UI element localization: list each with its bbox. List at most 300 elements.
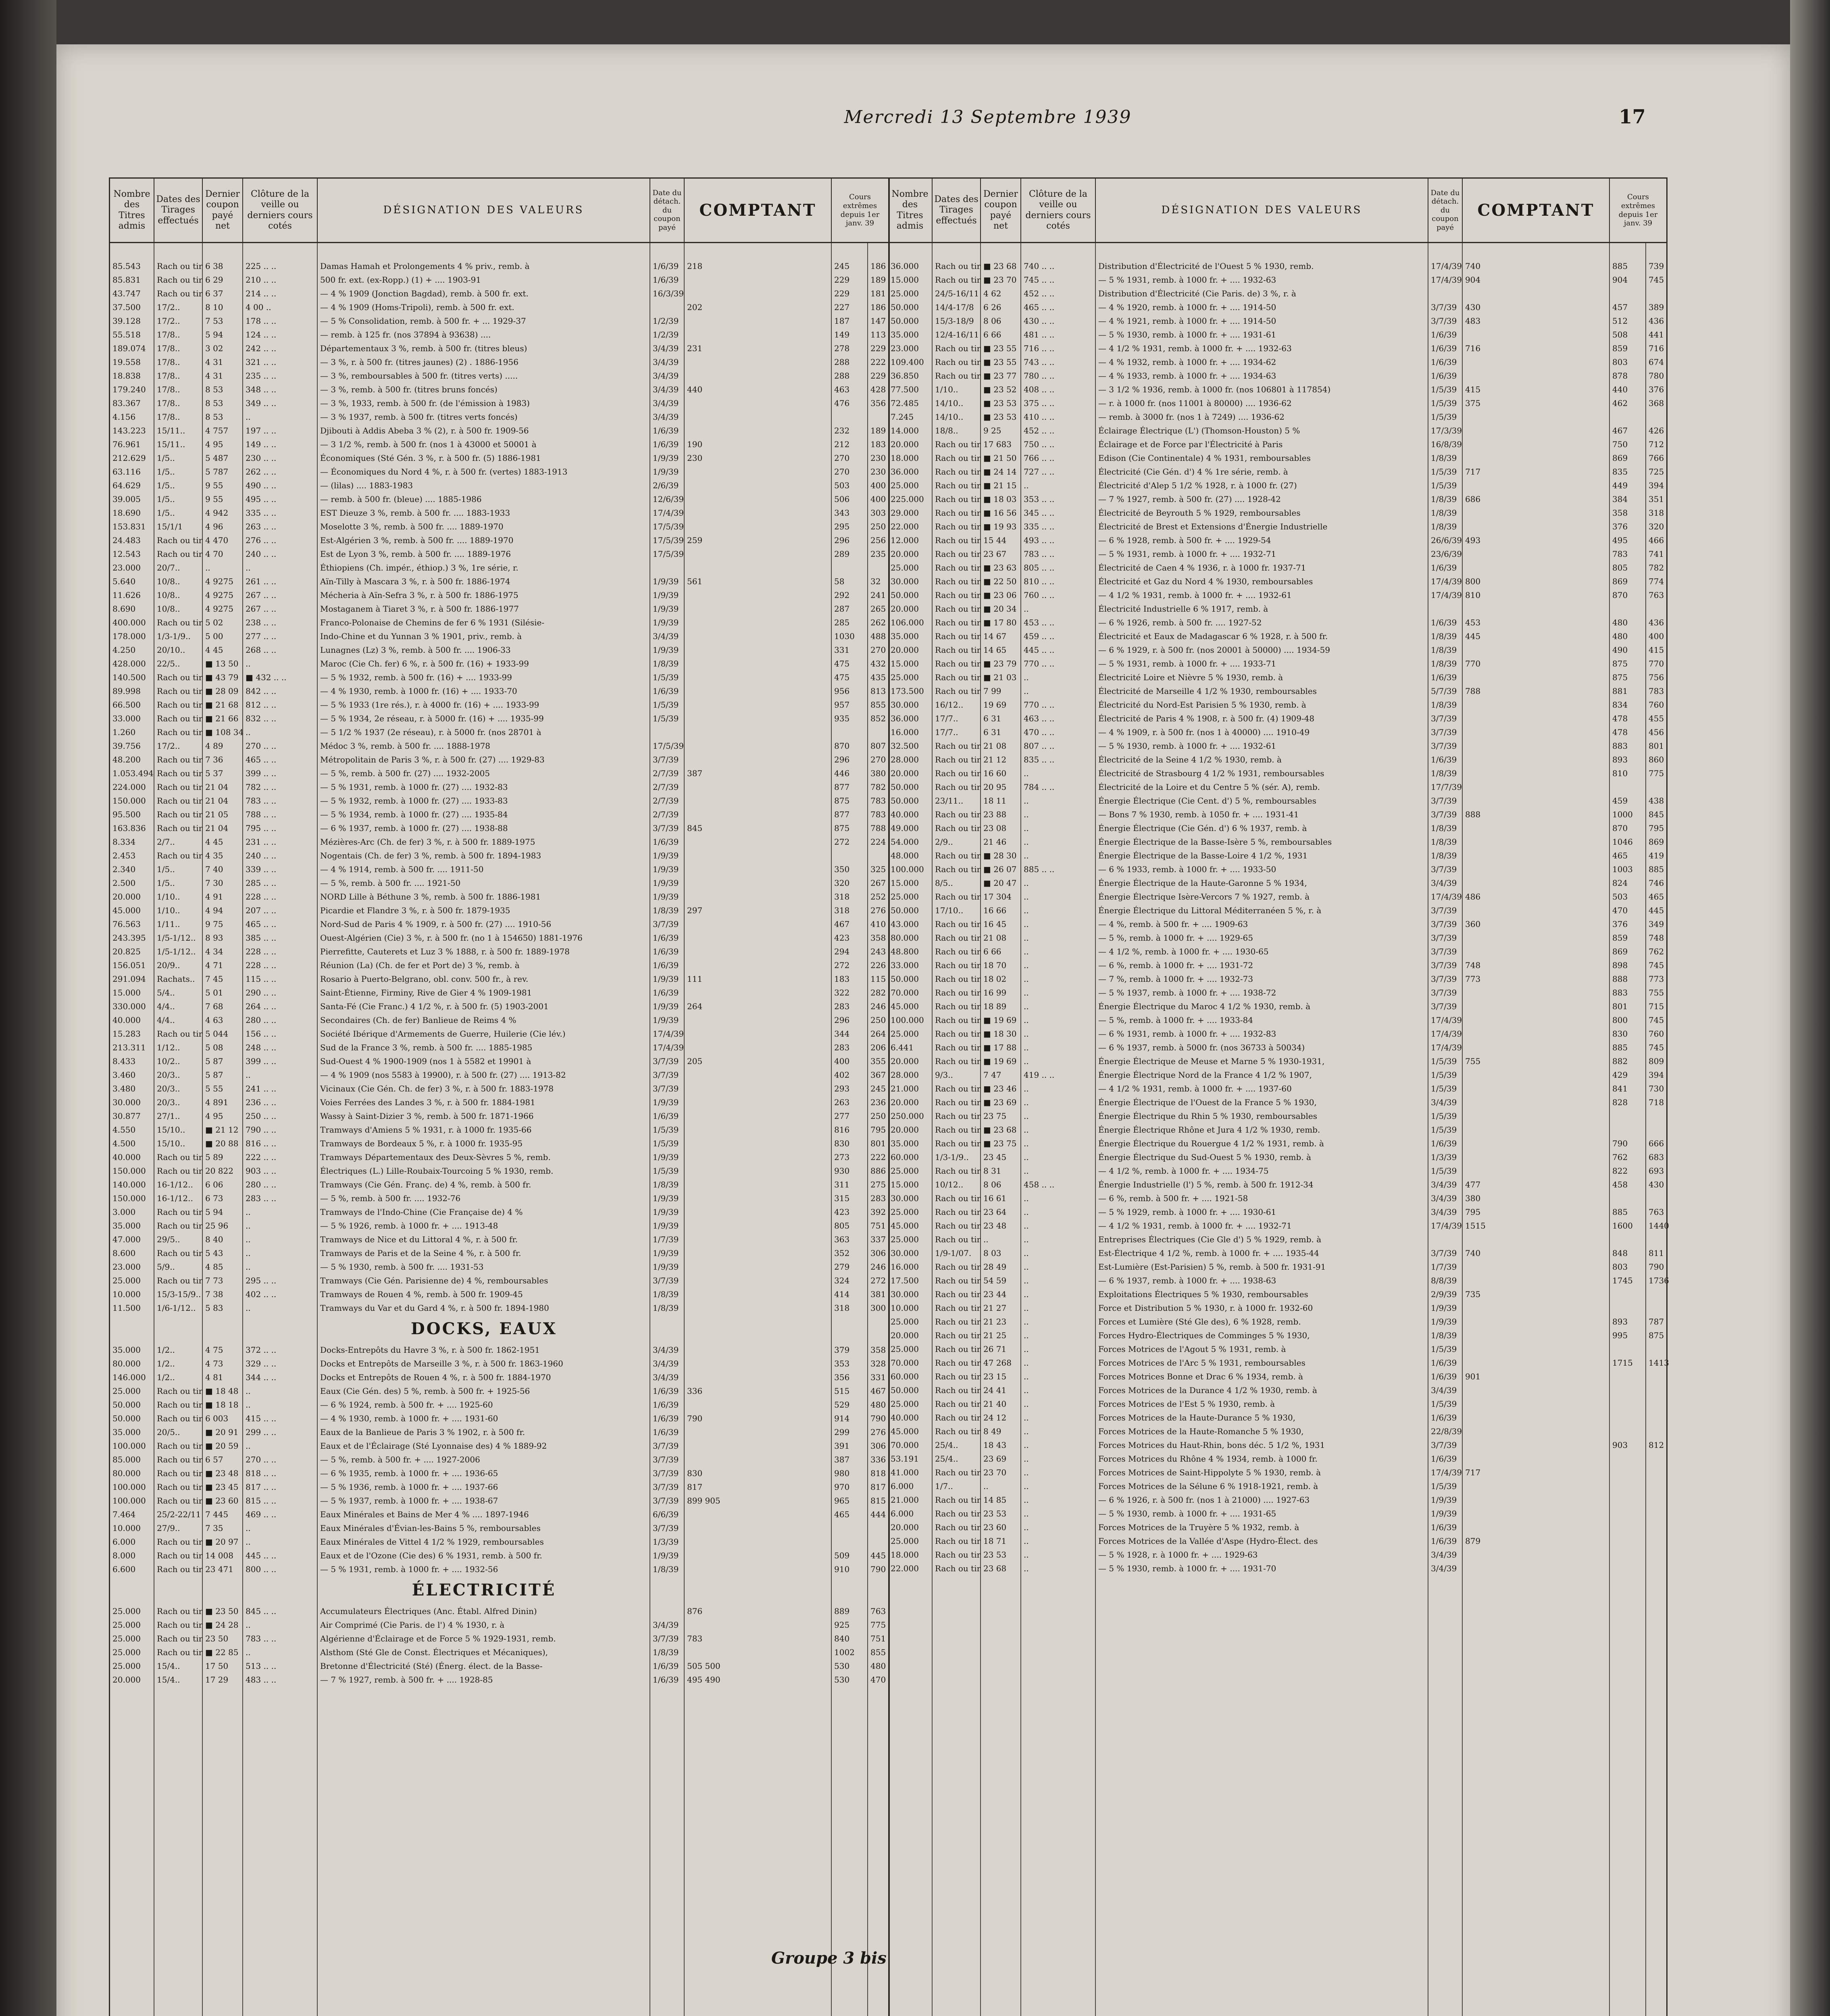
table-row — [888, 1205, 1666, 1219]
closing-price: 885 .. .. — [1024, 864, 1055, 874]
detach-date: 3/7/39 — [653, 1634, 679, 1643]
titres-count: 35.000 — [112, 1427, 141, 1437]
table-row — [110, 1466, 888, 1480]
security-name: Exploitations Électriques 5 % 1930, remboursables — [1098, 1289, 1308, 1299]
comptant-price — [685, 684, 832, 698]
low-price: 818 — [870, 1468, 886, 1478]
security-name: — 5 % 1931, remb. à 1000 fr. (27) .... 1932-83 — [320, 782, 508, 792]
high-price: 270 — [834, 453, 850, 463]
titres-count: 50.000 — [112, 1414, 141, 1423]
detach-date: 3/7/39 — [653, 1523, 679, 1533]
closing-price: .. — [1024, 988, 1029, 998]
security-name: Éclairage et de Force par l'Électricité à Paris — [1098, 439, 1283, 449]
closing-price: 818 .. .. — [246, 1468, 277, 1478]
coupon-value: 4 71 — [205, 960, 223, 970]
tirage-date: Rach ou tir — [935, 851, 981, 860]
titres-count: 77.500 — [891, 385, 919, 394]
titres-count: 39.128 — [112, 316, 141, 326]
closing-price: 228 .. .. — [246, 960, 277, 970]
low-price: 766 — [1649, 453, 1664, 463]
high-price: 350 — [834, 864, 850, 874]
titres-count: 18.690 — [112, 508, 141, 518]
table-row — [110, 355, 888, 369]
comptant-price: 830 — [687, 1468, 703, 1478]
tirage-date: 17/8.. — [157, 398, 180, 408]
high-price: 58 — [834, 577, 845, 586]
security-name: Mostaganem à Tiaret 3 %, r. à 500 fr. 1886-1977 — [320, 604, 519, 614]
security-name: Est-Algérien 3 %, remb. à 500 fr. .... 1889-1970 — [320, 535, 514, 545]
comptant-price — [685, 561, 832, 575]
low-price: 741 — [1649, 549, 1664, 559]
coupon-value: 4 942 — [205, 508, 229, 518]
closing-price: .. — [246, 563, 251, 573]
coupon-value: 4 34 — [205, 947, 223, 956]
comptant-price — [685, 780, 832, 794]
closing-price: .. — [246, 1221, 251, 1231]
titres-count: 23.000 — [112, 1262, 141, 1272]
titres-count: 15.000 — [891, 878, 919, 888]
security-name: — 5 % 1930, remb. à 1000 fr. + .... 1932-61 — [1098, 741, 1276, 751]
comptant-price: 218 — [687, 261, 703, 271]
security-name: Damas Hamah et Prolongements 4 % priv., remb. à — [320, 261, 530, 271]
security-name: — 5 %, remb. à 500 fr. .... 1932-76 — [320, 1193, 461, 1203]
low-price — [868, 1521, 888, 1535]
low-price: 813 — [870, 686, 886, 696]
coupon-value: 23 70 — [983, 1468, 1007, 1477]
detach-date: 17/4/39 — [1431, 577, 1462, 586]
coupon-value: 24 12 — [983, 1413, 1007, 1422]
detach-date: 3/7/39 — [653, 919, 679, 929]
closing-price: 815 .. .. — [246, 1496, 277, 1506]
closing-price: 816 .. .. — [246, 1139, 277, 1148]
high-price: 287 — [834, 604, 850, 614]
closing-price: .. — [246, 727, 251, 737]
high-price: 889 — [834, 1606, 850, 1616]
titres-count: 23.000 — [891, 344, 919, 353]
security-name: — 5 % 1931, remb. à 1000 fr. + .... 1932-71 — [1098, 549, 1276, 559]
tirage-date: Rach ou tir — [157, 673, 203, 682]
titres-count: 250.000 — [891, 1111, 924, 1121]
tirage-date: 12/4-16/11 — [935, 330, 979, 339]
security-name: Médoc 3 %, remb. à 500 fr. .... 1888-1978 — [320, 741, 491, 751]
low-price: 252 — [870, 892, 886, 902]
security-name: — 3 %, remb. à 500 fr. (titres bruns foncés) — [320, 385, 498, 394]
table-row — [110, 698, 888, 712]
closing-price: 410 .. .. — [1024, 412, 1055, 422]
low-price — [1646, 780, 1666, 794]
security-name: Bretonne d'Électricité (Sté) (Énerg. élect. de la Basse- — [320, 1661, 543, 1671]
coupon-value: 5 83 — [205, 1303, 223, 1313]
tirage-date: Rach ou tir — [935, 1399, 981, 1409]
coupon-value: 7 73 — [205, 1276, 223, 1285]
low-price: 331 — [870, 1372, 886, 1382]
coupon-value: 7 38 — [205, 1289, 223, 1299]
closing-price: .. — [1024, 974, 1029, 984]
coupon-value: ■ 23 75 — [983, 1139, 1017, 1148]
table-row — [888, 437, 1666, 451]
table-row — [888, 369, 1666, 383]
tirage-date: Rach ou tir — [935, 645, 981, 655]
security-name: Saint-Étienne, Firminy, Rive de Gier 4 % 1909-1981 — [320, 988, 532, 998]
table-row — [110, 479, 888, 492]
coupon-value: .. — [205, 563, 210, 573]
table-row — [110, 520, 888, 533]
table-row — [888, 753, 1666, 766]
coupon-value: ■ 19 69 — [983, 1056, 1017, 1066]
coupon-value: ■ 20 91 — [205, 1427, 239, 1437]
coupon-value: 4 62 — [983, 289, 1001, 298]
low-price: 445 — [870, 1551, 886, 1560]
comptant-price: 901 — [1465, 1372, 1481, 1381]
col-designation: DÉSIGNATION DES VALEURS — [318, 179, 650, 243]
low-price — [1646, 1562, 1666, 1575]
table-row — [110, 1549, 888, 1562]
comptant-price: 360 — [1465, 919, 1481, 929]
table-row — [110, 1370, 888, 1384]
high-price: 476 — [834, 398, 850, 408]
closing-price: 250 .. .. — [246, 1111, 277, 1121]
low-price — [1646, 1287, 1666, 1301]
titres-count: 28.000 — [891, 1070, 919, 1080]
comptant-price — [1463, 780, 1610, 794]
titres-count: 45.000 — [891, 1221, 919, 1231]
tirage-date: Rach ou tir — [935, 1427, 981, 1436]
tirage-date: Rach ou tir — [935, 988, 981, 998]
low-price: 860 — [1649, 755, 1664, 764]
low-price: 745 — [1649, 1043, 1664, 1052]
detach-date: 3/7/39 — [1431, 974, 1457, 984]
high-price: 515 — [834, 1386, 850, 1396]
closing-price: 452 .. .. — [1024, 289, 1055, 298]
table-row — [888, 1027, 1666, 1041]
detach-date: 3/7/39 — [1431, 947, 1457, 956]
table-row — [888, 1397, 1666, 1411]
low-price: 351 — [1649, 494, 1664, 504]
comptant-price — [1463, 328, 1610, 342]
detach-date: 3/7/39 — [1431, 1440, 1457, 1450]
tirage-date: Rach ou tir — [935, 659, 981, 669]
titres-count: 48.800 — [891, 947, 919, 956]
high-price: 529 — [834, 1400, 850, 1410]
security-name: — 5 % 1934, remb. à 1000 fr. (27) .... 1935-84 — [320, 810, 508, 819]
closing-price: .. — [1024, 1248, 1029, 1258]
closing-price: .. — [1024, 1550, 1029, 1560]
table-row — [888, 1178, 1666, 1191]
tirage-date: Rach ou tir — [157, 1482, 203, 1492]
detach-date: 17/4/39 — [1431, 275, 1462, 285]
titres-count: 32.500 — [891, 741, 919, 751]
high-price: 503 — [1612, 892, 1628, 902]
low-price: 306 — [870, 1441, 886, 1451]
high-price: 925 — [834, 1620, 850, 1630]
coupon-value: 18 89 — [983, 1002, 1007, 1011]
high-price — [832, 561, 868, 575]
comptant-price — [685, 1357, 832, 1370]
table-row — [888, 876, 1666, 890]
security-name: Docks et Entrepôts de Rouen 4 %, r. à 500 fr. 1884-1970 — [320, 1372, 551, 1382]
closing-price: 280 .. .. — [246, 1015, 277, 1025]
coupon-value: 6 31 — [983, 727, 1001, 737]
comptant-price: 755 — [1465, 1056, 1481, 1066]
high-price: 875 — [834, 796, 850, 806]
high-price: 877 — [834, 810, 850, 819]
security-name: Forces Motrices de la Durance 4 1/2 % 1930, remb. à — [1098, 1385, 1317, 1395]
table-row — [110, 300, 888, 314]
high-price — [1610, 1520, 1646, 1534]
tirage-date: 10/8.. — [157, 604, 180, 614]
security-name: — 6 % 1929, r. à 500 fr. (nos 20001 à 50000) .... 1934-59 — [1098, 645, 1330, 655]
table-row — [888, 986, 1666, 1000]
security-name: Électricité de Marseille 4 1/2 % 1930, remboursables — [1098, 686, 1317, 696]
coupon-value: 8 06 — [983, 316, 1001, 326]
detach-date: 1/2/39 — [653, 316, 679, 326]
detach-date: 1/9/39 — [1431, 1509, 1457, 1518]
titres-count: 48.000 — [891, 851, 919, 860]
low-price — [1646, 410, 1666, 424]
low-price: 358 — [870, 1345, 886, 1355]
tirage-date: 1/5-1/12.. — [157, 933, 196, 943]
high-price: 245 — [834, 261, 850, 271]
closing-price: .. — [1024, 1043, 1029, 1052]
security-name: — 4 % 1921, remb. à 1000 fr. + .... 1914-50 — [1098, 316, 1276, 326]
tirage-date: Rach ou tir — [935, 604, 981, 614]
closing-price: 760 .. .. — [1024, 590, 1055, 600]
section-heading: DOCKS, EAUX — [411, 1319, 557, 1338]
security-name: — 5 % 1928, r. à 1000 fr. + .... 1929-63 — [1098, 1550, 1258, 1560]
high-price: 1002 — [834, 1647, 855, 1657]
security-name: — 5 %, remb. à 1000 fr. + .... 1933-84 — [1098, 1015, 1253, 1025]
coupon-value: 47 268 — [983, 1358, 1012, 1368]
detach-date: 1/6/39 — [653, 1675, 679, 1685]
high-price: 449 — [1612, 481, 1628, 490]
titres-count: 11.500 — [112, 1303, 141, 1313]
coupon-value: 23 471 — [205, 1564, 233, 1574]
detach-date: 1/8/39 — [653, 659, 679, 669]
comptant-price — [1463, 671, 1610, 684]
security-name: — 5 % 1930, remb. à 1000 fr. + .... 1931-70 — [1098, 1564, 1276, 1573]
table-row — [110, 1645, 888, 1659]
titres-count: 291.094 — [112, 974, 146, 984]
coupon-value: 7 45 — [205, 974, 223, 984]
tirage-date: Rach ou tir — [935, 481, 981, 490]
security-name: Rosario à Puerto-Belgrano, obl. conv. 500 fr., à rev. — [320, 974, 529, 984]
titres-count: 89.998 — [112, 686, 141, 696]
titres-count: 22.000 — [891, 1564, 919, 1573]
security-name: Forces Motrices de la Haute-Durance 5 % 1930, — [1098, 1413, 1296, 1422]
comptant-price — [685, 1521, 832, 1535]
tirage-date: Rach ou tir — [935, 508, 981, 518]
comptant-price: 430 — [1465, 302, 1481, 312]
detach-date: 1/6/39 — [1431, 344, 1457, 353]
closing-price: .. — [1024, 686, 1029, 696]
low-price: 270 — [870, 645, 886, 655]
security-name: Distribution d'Électricité (Cie Paris. de) 3 %, r. à — [1098, 289, 1296, 298]
detach-date: 1/6/39 — [653, 1661, 679, 1671]
security-name: Énergie Électrique Nord de la France 4 1/2 % 1907, — [1098, 1070, 1312, 1080]
low-price: 415 — [1649, 645, 1664, 655]
closing-price: 230 .. .. — [246, 453, 277, 463]
high-price: 423 — [834, 1207, 850, 1217]
detach-date: 1/8/39 — [1431, 453, 1457, 463]
titres-count: 45.000 — [891, 1427, 919, 1436]
coupon-value: ■ 16 56 — [983, 508, 1017, 518]
quotation-table — [109, 177, 1668, 2016]
titres-count: 1.260 — [112, 727, 136, 737]
detach-date: 17/5/39 — [653, 549, 684, 559]
tirage-date: Rach ou tir — [935, 1221, 981, 1231]
comptant-price — [685, 1137, 832, 1150]
high-price: 315 — [834, 1193, 850, 1203]
high-price: 878 — [1612, 371, 1628, 381]
coupon-value: ■ 43 79 — [205, 673, 239, 682]
comptant-price — [685, 1013, 832, 1027]
comptant-price — [685, 1123, 832, 1137]
comptant-price — [685, 753, 832, 766]
security-name: Eaux et de l'Ozone (Cie des) 6 % 1931, remb. à 500 fr. — [320, 1551, 542, 1560]
titres-count: 6.000 — [891, 1509, 914, 1518]
comptant-price — [1463, 1164, 1610, 1178]
low-price: 441 — [1649, 330, 1664, 339]
security-name: Tramways (Cie Gén. Parisienne de) 4 %, remboursables — [320, 1276, 548, 1285]
tirage-date: 1/3-1/9.. — [935, 1152, 969, 1162]
low-price: 783 — [870, 796, 886, 806]
high-price — [1610, 1479, 1646, 1493]
tirage-date: 1/5.. — [157, 864, 175, 874]
comptant-price — [1463, 602, 1610, 616]
coupon-value: 23 45 — [983, 1152, 1007, 1162]
titres-count: 100.000 — [891, 864, 924, 874]
security-name: Éthiopiens (Ch. impér., éthiop.) 3 %, 1re série, r. — [320, 563, 518, 573]
coupon-value: 21 04 — [205, 796, 229, 806]
comptant-price — [685, 1287, 832, 1301]
tirage-date: 16-1/12.. — [157, 1180, 193, 1189]
tirage-date: Rach ou tir — [935, 1550, 981, 1560]
tirage-date: Rach ou tir — [935, 741, 981, 751]
closing-price: .. — [1024, 1440, 1029, 1450]
comptant-price — [1463, 1562, 1610, 1575]
titres-count: 100.000 — [112, 1482, 146, 1492]
closing-price: 495 .. .. — [246, 494, 277, 504]
tirage-date: Rach ou tir — [935, 1385, 981, 1395]
closing-price: .. — [1024, 1166, 1029, 1176]
tirage-date: Rach ou tir — [935, 919, 981, 929]
comptant-price — [685, 369, 832, 383]
comptant-price — [1463, 547, 1610, 561]
closing-price: 124 .. .. — [246, 330, 277, 339]
comptant-price — [1463, 1109, 1610, 1123]
low-price: 783 — [1649, 686, 1664, 696]
titres-count: 50.000 — [891, 590, 919, 600]
security-name: Eaux Minérales d'Évian-les-Bains 5 %, remboursables — [320, 1523, 541, 1533]
table-row — [110, 1178, 888, 1191]
table-row — [888, 561, 1666, 575]
security-name: Nogentais (Ch. de fer) 3 %, remb. à 500 fr. 1894-1983 — [320, 851, 541, 860]
high-price: 830 — [834, 1139, 850, 1148]
table-row — [110, 1453, 888, 1466]
coupon-value: ■ 18 18 — [205, 1400, 239, 1410]
high-price: 828 — [1612, 1098, 1628, 1107]
coupon-value: 6 66 — [983, 947, 1001, 956]
high-price — [1610, 1425, 1646, 1438]
coupon-value: 54 59 — [983, 1276, 1007, 1285]
tirage-date: 20/3.. — [157, 1070, 180, 1080]
table-row — [110, 849, 888, 862]
high-price: 285 — [834, 618, 850, 627]
comptant-price — [685, 1027, 832, 1041]
detach-date: 1/6/39 — [1431, 755, 1457, 764]
titres-count: 33.000 — [891, 960, 919, 970]
closing-price: 236 .. .. — [246, 1098, 277, 1107]
closing-price: 339 .. .. — [246, 864, 277, 874]
table-row — [110, 1150, 888, 1164]
closing-price: 419 .. .. — [1024, 1070, 1055, 1080]
coupon-value: 9 55 — [205, 494, 223, 504]
comptant-price — [685, 849, 832, 862]
table-row — [110, 1219, 888, 1233]
security-name: Électricité de la Loire et du Centre 5 % (sér. A), remb. — [1098, 782, 1320, 792]
comptant-price — [1463, 739, 1610, 753]
detach-date: 3/7/39 — [1431, 919, 1457, 929]
comptant-price — [685, 520, 832, 533]
tirage-date: Rach ou tir — [935, 768, 981, 778]
high-price: 530 — [834, 1675, 850, 1685]
titres-count: 30.000 — [891, 1193, 919, 1203]
tirage-date: 17/2.. — [157, 741, 180, 751]
security-name: — 6 % 1937, remb. à 1000 fr. (27) .... 1938-88 — [320, 823, 508, 833]
detach-date: 1/6/39 — [653, 1427, 679, 1437]
low-price: 674 — [1649, 357, 1664, 367]
tirage-date: Rach ou tir — [935, 673, 981, 682]
comptant-price — [685, 657, 832, 671]
closing-price: 299 .. .. — [246, 1427, 277, 1437]
table-row — [110, 712, 888, 725]
titres-count: 400.000 — [112, 618, 146, 627]
security-name: Eaux de la Banlieue de Paris 3 % 1902, r. à 500 fr. — [320, 1427, 525, 1437]
detach-date: 3/4/39 — [653, 1372, 679, 1382]
tirage-date: 17/8.. — [157, 385, 180, 394]
high-price: 965 — [834, 1496, 850, 1506]
closing-price: .. — [1024, 892, 1029, 902]
high-price: 1003 — [1612, 864, 1633, 874]
table-row — [110, 725, 888, 739]
tirage-date: 1/2.. — [157, 1372, 175, 1382]
tirage-date: 1/2.. — [157, 1345, 175, 1355]
coupon-value: ■ 108 34 — [205, 727, 244, 737]
coupon-value: 4 45 — [205, 837, 223, 847]
table-row — [888, 794, 1666, 808]
comptant-price — [1463, 643, 1610, 657]
table-row — [888, 904, 1666, 917]
titres-count: 43.000 — [891, 919, 919, 929]
coupon-value: 5 94 — [205, 330, 223, 339]
tirage-date: 14/4-17/8 — [935, 302, 974, 312]
security-name: Électricité de Strasbourg 4 1/2 % 1931, remboursables — [1098, 768, 1324, 778]
security-name: — 6 % 1937, remb. à 5000 fr. (nos 36733 à 50034) — [1098, 1043, 1305, 1052]
closing-price: .. — [246, 1248, 251, 1258]
security-name: — 4 % 1932, remb. à 1000 fr. + .... 1934-62 — [1098, 357, 1276, 367]
tirage-date: 14/10.. — [935, 398, 964, 408]
low-price — [1646, 1548, 1666, 1562]
closing-price: .. — [246, 1537, 251, 1547]
security-name: Énergie Électrique Isère-Vercors 7 % 1927, remb. à — [1098, 892, 1310, 902]
security-name: — 3 %, r. à 500 fr. (titres jaunes) (2) . 1886-1956 — [320, 357, 518, 367]
tirage-date: Rach ou tir — [935, 494, 981, 504]
detach-date: 17/4/39 — [1431, 1015, 1462, 1025]
security-name: — 6 % 1928, remb. à 500 fr. + .... 1929-54 — [1098, 535, 1271, 545]
tirage-date: Rach ou tir — [157, 1400, 203, 1410]
col-coupon-r: Dernier coupon payé net — [981, 179, 1021, 243]
security-name: Énergie Électrique du Rouergue 4 1/2 % 1931, remb. à — [1098, 1139, 1324, 1148]
